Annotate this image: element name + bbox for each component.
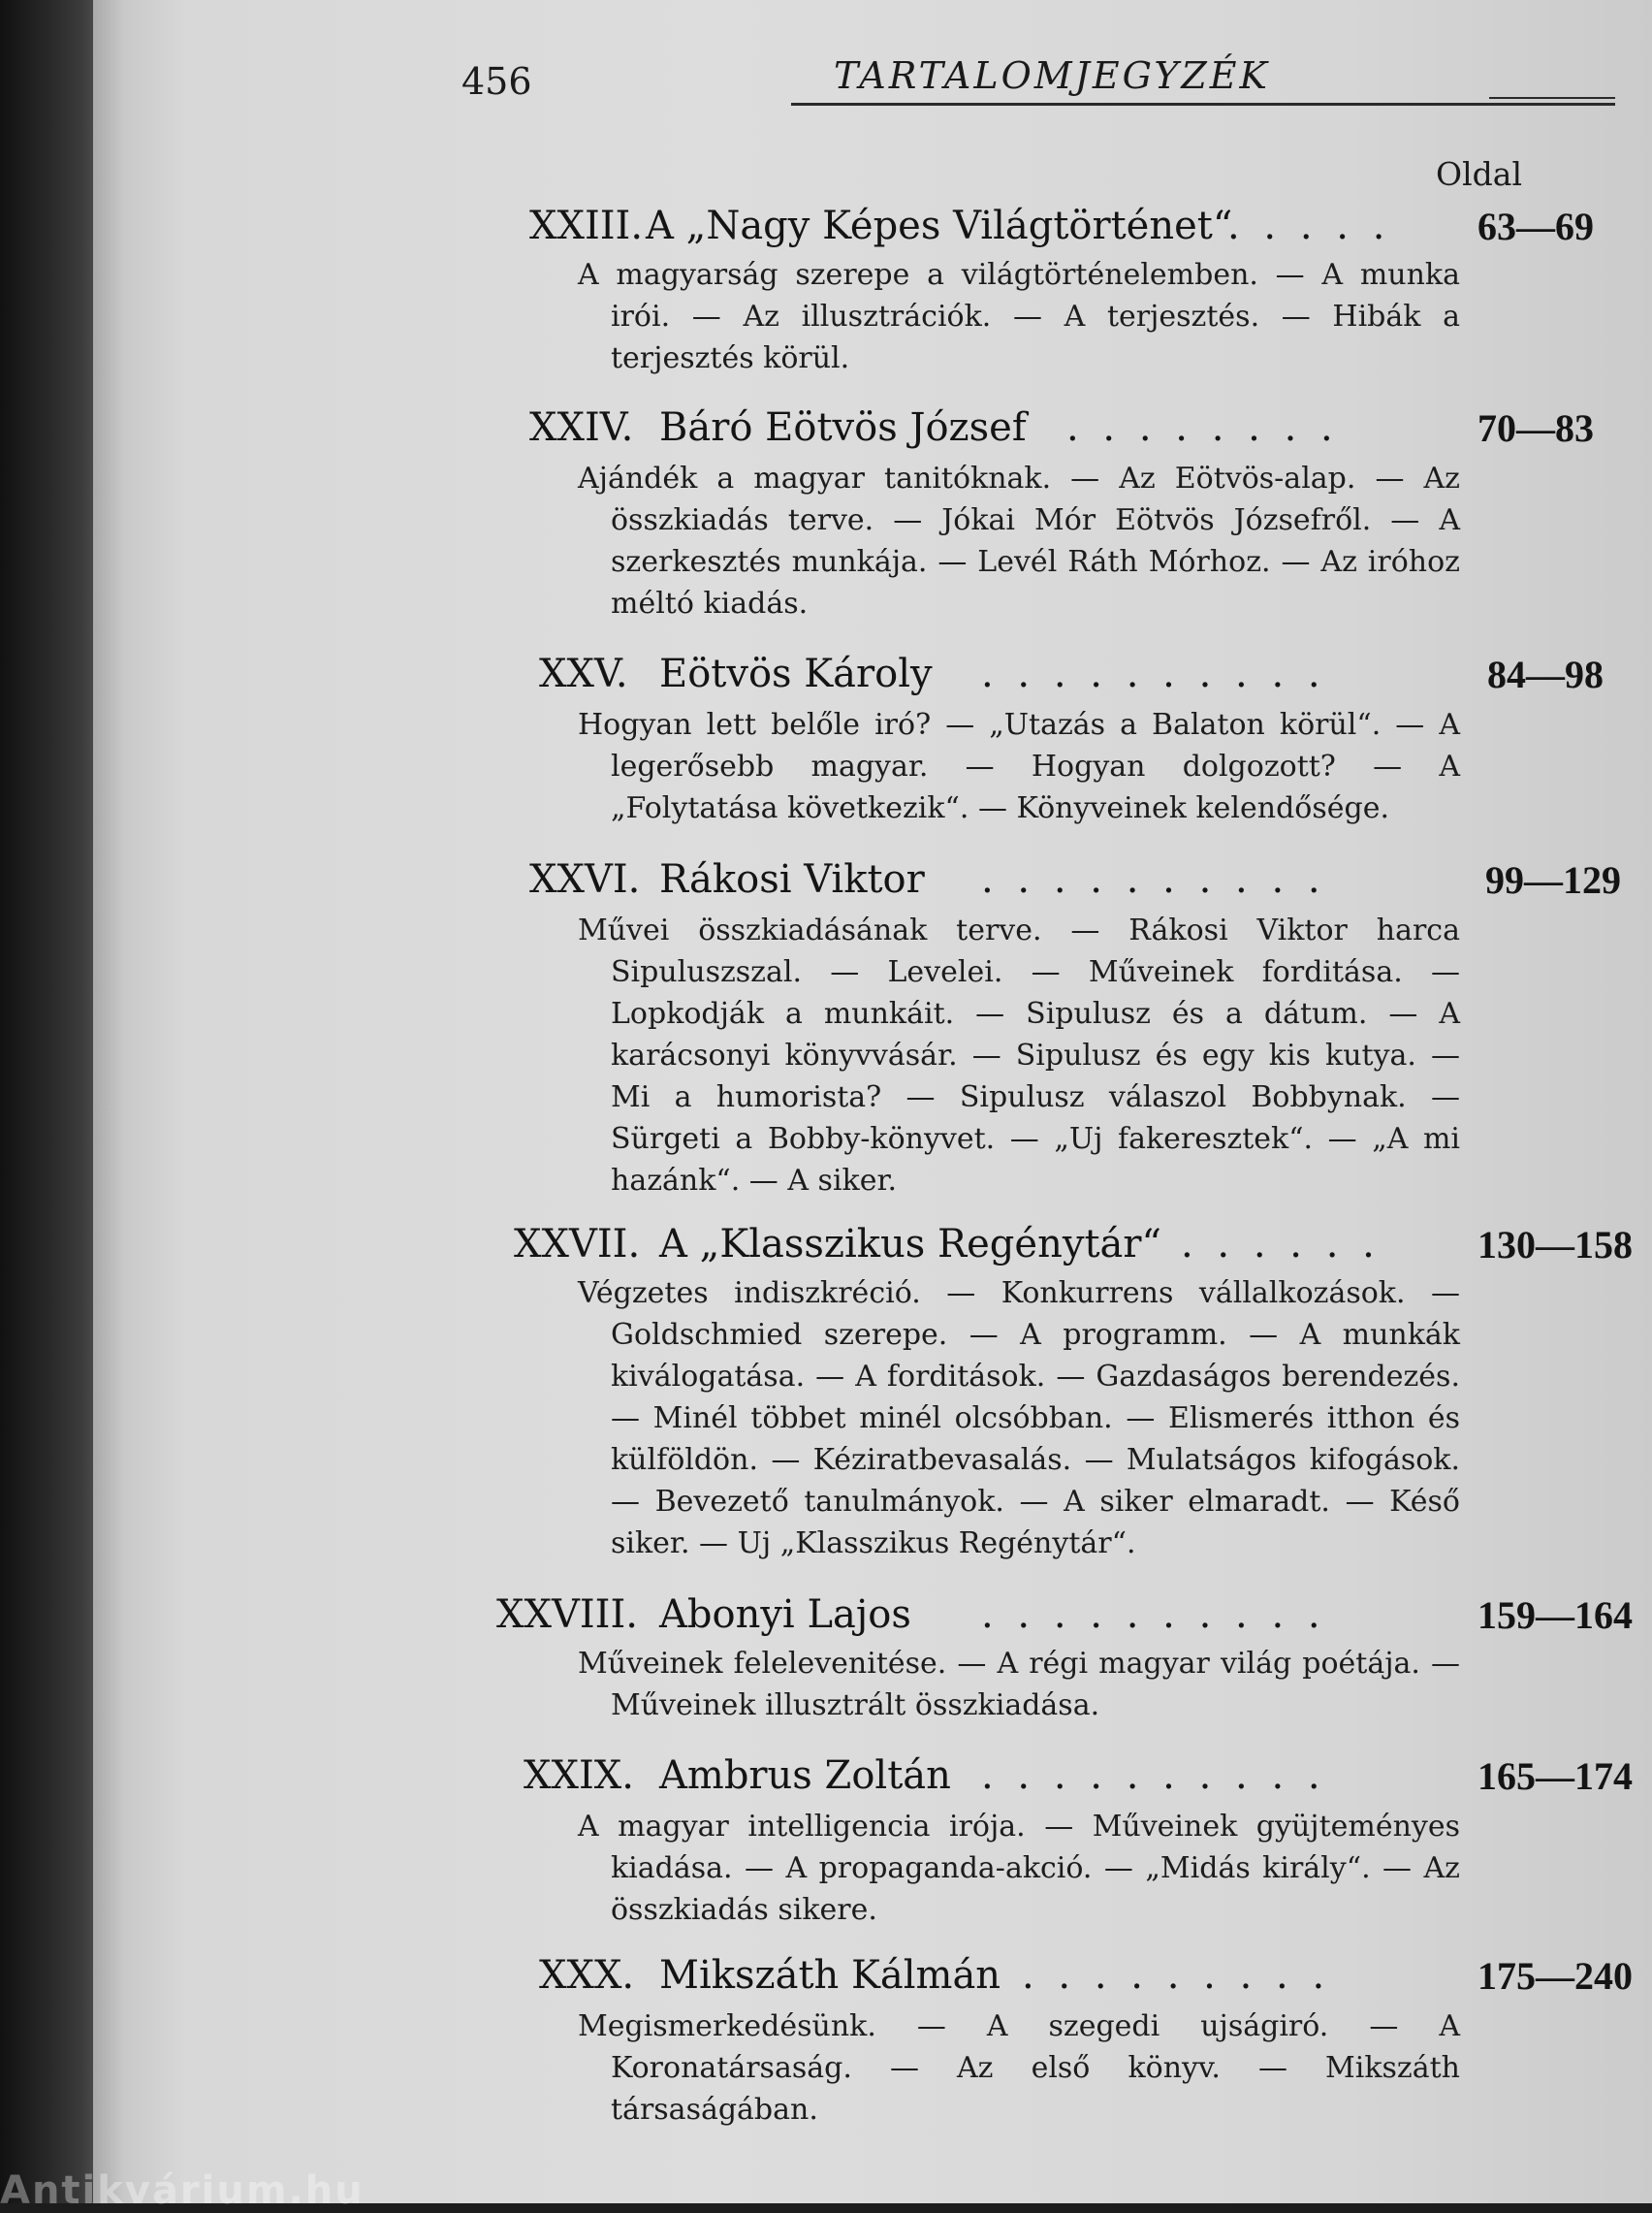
toc-entry [500, 1753, 1633, 1927]
toc-entry [500, 1222, 1633, 1560]
chapter-summary: Megismerkedésünk. — A szegedi ujságiró. — A Koronatársaság. — Az első könyv. — Mikszáth társaságában. [578, 2009, 1460, 2127]
chapter-title: Eötvös Károly [659, 652, 933, 696]
chapter-summary: A magyar intelligencia irója. — Műveinek gyüjteményes kiadása. — A propaganda-akció. — „Midás király“. — Az összkiadás sikere. [578, 1810, 1460, 1927]
leader-dots: . . . . . . [1181, 1222, 1381, 1267]
toc-entry-heading [500, 1222, 1633, 1274]
page-column-label: Oldal [1436, 155, 1522, 193]
chapter-title: A „Klasszikus Regénytár“ [659, 1222, 1161, 1267]
chapter-summary: A magyarság szerepe a világtörténelemben. — A munka irói. — Az illusztrációk. — A terjesztés. — Hibák a terjesztés körül. [578, 258, 1460, 375]
page-range: 84—98 [1487, 653, 1604, 696]
watermark-text: Antikvárium.hu [0, 2168, 365, 2213]
leader-dots: . . . . . . . . . . [981, 857, 1326, 902]
toc-entry-heading [500, 204, 1625, 256]
page-range: 130—158 [1477, 1223, 1633, 1267]
chapter-numeral: XXVI. [529, 857, 641, 902]
leader-dots: . . . . . . . . . [1022, 1953, 1331, 1998]
page-range: 63—69 [1477, 205, 1594, 248]
leader-dots: . . . . . [1227, 204, 1391, 248]
chapter-title: Rákosi Viktor [659, 857, 925, 902]
header-rule [791, 103, 1615, 106]
header-rule-double [1489, 97, 1615, 99]
book-binding-shadow [0, 0, 95, 2203]
toc-entry-heading [500, 1953, 1633, 2005]
chapter-numeral: XXVIII. [496, 1592, 638, 1637]
page-range: 165—174 [1477, 1754, 1633, 1798]
page-range: 159—164 [1477, 1593, 1633, 1637]
toc-entry [500, 1953, 1633, 2127]
page-range: 70—83 [1477, 406, 1594, 450]
leader-dots: . . . . . . . . . . [981, 1592, 1326, 1637]
leader-dots: . . . . . . . . . . [981, 652, 1326, 696]
chapter-numeral: XXVII. [514, 1222, 641, 1267]
chapter-summary: Műveinek felelevenitése. — A régi magyar világ poétája. — Műveinek illusztrált összkiadása. [578, 1647, 1460, 1722]
chapter-summary: Művei összkiadásának terve. — Rákosi Viktor harca Sipuluszszal. — Levelei. — Műveinek forditása. — Lopkodják a munkáit. — Sipulusz és a dátum. — A karácsonyi könyvvásár. — Sipulusz és egy kis kutya. — Mi a humorista? — Sipulusz válaszol Bobbynak. — Sürgeti a Bobby-könyvet. — „Uj fakeresztek“. — „A mi hazánk“. — A siker. [578, 914, 1460, 1198]
chapter-summary: Hogyan lett belőle iró? — „Utazás a Balaton körül“. — A legerősebb magyar. — Hogyan dolgozott? — A „Folytatása következik“. — Könyveinek kelendősége. [578, 708, 1460, 825]
chapter-numeral: XXV. [539, 652, 628, 696]
chapter-title: Báró Eötvös József [659, 405, 1027, 450]
chapter-numeral: XXIII. [529, 204, 644, 248]
running-title: TARTALOMJEGYZÉK [834, 54, 1270, 97]
chapter-title: Mikszáth Kálmán [659, 1953, 1001, 1998]
toc-entry [500, 857, 1625, 1198]
chapter-title: Ambrus Zoltán [659, 1753, 951, 1798]
chapter-numeral: XXIV. [529, 405, 634, 450]
leader-dots: . . . . . . . . . . [981, 1753, 1326, 1798]
chapter-title: A „Nagy Képes Világtörténet“ [646, 204, 1233, 248]
chapter-title: Abonyi Lajos [659, 1592, 911, 1637]
chapter-numeral: XXX. [539, 1953, 635, 1998]
leader-dots: . . . . . . . . [1066, 405, 1339, 450]
chapter-numeral: XXIX. [524, 1753, 634, 1798]
page-number: 456 [461, 60, 532, 103]
toc-entry-heading [500, 405, 1625, 458]
toc-entry-heading [496, 1592, 1633, 1645]
book-page [93, 0, 1652, 2203]
page-range: 175—240 [1477, 1954, 1633, 1998]
page-range: 99—129 [1485, 858, 1621, 902]
toc-entry-heading [500, 857, 1625, 910]
toc-entry [500, 204, 1625, 375]
toc-entry [500, 652, 1625, 825]
toc-entry-heading [500, 652, 1625, 704]
chapter-summary: Végzetes indiszkréció. — Konkurrens vállalkozások. — Goldschmied szerepe. — A programm. — A munkák kiválogatása. — A forditások. — Gazdaságos berendezés. — Minél többet minél olcsóbban. — Elismerés itthon és külföldön. — Kéziratbevasalás. — Mulatságos kifogások. — Bevezető tanulmányok. — A siker elmaradt. — Késő siker. — Uj „Klasszikus Regénytár“. [578, 1276, 1460, 1560]
toc-entry [500, 405, 1625, 621]
toc-entry [496, 1592, 1633, 1722]
toc-entry-heading [500, 1753, 1633, 1806]
chapter-summary: Ajándék a magyar tanitóknak. — Az Eötvös-alap. — Az összkiadás terve. — Jókai Mór Eötvös Józsefről. — A szerkesztés munkája. — Levél Ráth Mórhoz. — Az iróhoz méltó kiadás. [578, 462, 1460, 621]
